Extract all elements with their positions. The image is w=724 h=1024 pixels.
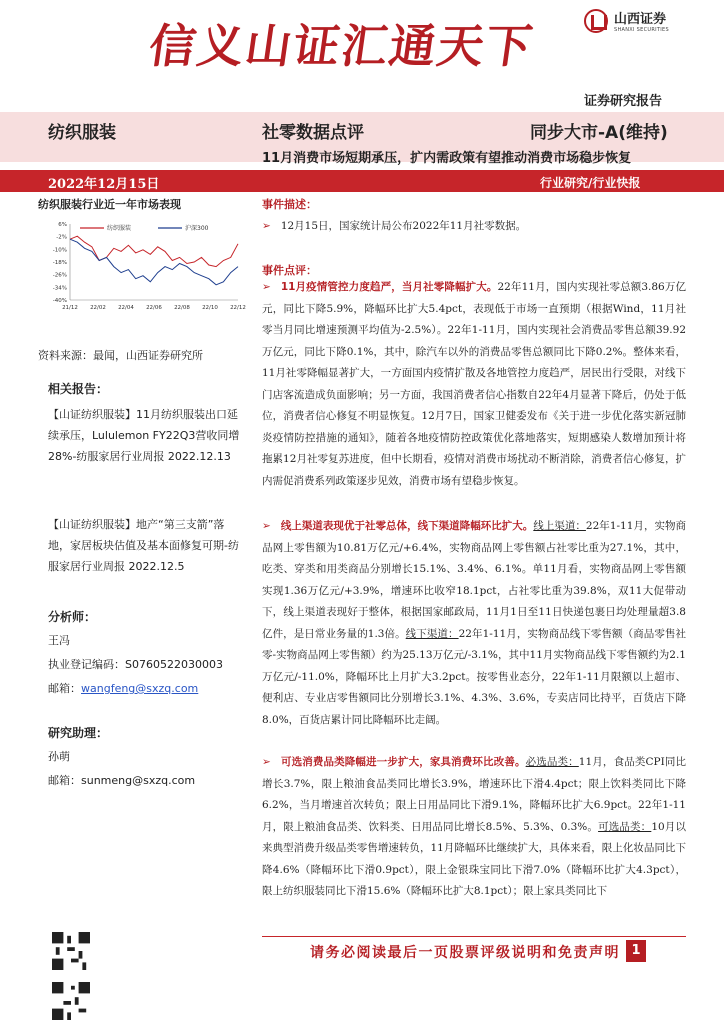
slogan: 信义山证汇通天下 [145,19,538,73]
company-name-en: SHANXI SECURITIES [614,27,669,33]
paragraph-2 [262,516,686,731]
market-performance-chart [38,214,248,314]
offline-channel-label: 线下渠道： [405,627,459,640]
y-tick-label: 6% [58,222,67,228]
arrow-icon: ➢ [262,520,271,532]
related-reports-title: 相关报告： [48,382,109,396]
analyst-title: 分析师： [48,610,97,624]
related-report-2[interactable]: 【山证纺织服装】地产“第三支箭”落地，家居板块估值及基本面修复可期-纺服家居行业周报 2022.12.5 [48,518,239,573]
analyst-email-row [48,680,198,696]
y-tick-label: -10% [52,247,67,254]
assistant-email-row [48,772,195,788]
legend-label-1: 沪深300 [185,225,209,232]
assistant-title: 研究助理： [48,726,109,740]
x-tick-label: 22/06 [146,305,162,311]
related-report-1[interactable]: 【山证纺织服装】11月纺织服装出口延续承压，Lululemon FY22Q3营收同增28%-纺服家居行业周报 2022.12.13 [48,408,240,463]
optional-goods-label: 可选品类： [598,820,652,833]
x-tick-label: 22/08 [174,305,190,311]
report-category: 行业研究/行业快报 [540,176,641,190]
company-name-cn: 山西证券 [614,12,667,27]
legend-label-0: 纺织服装 [107,225,132,232]
paragraph-3-text-2: 10月以来典型消费升级品类零售增速转负，11月降幅环比继续扩大，具体来看，限上化妆品同比下降4.6%（降幅环比下滑0.9pct），限上金银珠宝同比下滑7.0%（降幅环比扩大4.3pct），限上纺织服装同比下滑15.6%（降幅环比扩大8.1pct）；限上家具类同比下 [262,820,686,897]
headline: 11月消费市场短期承压，扩内需政策有望推动消费市场稳步恢复 [262,151,632,166]
essentials-label: 必选品类： [525,756,579,768]
chart-title: 纺织服装行业近一年市场表现 [38,198,181,211]
assistant-email-label: 邮箱： [48,774,81,787]
company-logo [584,8,669,33]
y-tick-label: -34% [52,285,67,292]
analyst-cert: 执业登记编码：S0760522030003 [48,658,223,671]
page-number: 1 [626,940,646,962]
event-desc [262,216,686,238]
y-tick-label: -2% [56,234,67,241]
y-tick-label: -18% [52,260,67,266]
disclaimer[interactable]: 请务必阅读最后一页股票评级说明和免责声明 [310,945,620,961]
series-line-1 [70,239,238,285]
chart-source: 资料来源：最闻，山西证券研究所 [38,349,203,362]
arrow-icon: ➢ [262,220,271,232]
assistant-email[interactable]: sunmeng@sxzq.com [81,774,196,787]
paragraph-3 [262,752,686,903]
paragraph-3-text-1: 11月，食品类CPI同比增长3.7%，限上粮油食品类同比增长3.9%，增速环比下滑4.4pct；限上饮料类同比下降6.2%，当月增速首次转负；限上日用品同比下滑9.1%，降幅环比扩大6.9pct。22年1-11月，限上粮油食品类、饮料类、日用品同比增长8.5%、5.3%、0.3%。 [262,756,687,833]
y-tick-label: -40% [52,298,67,304]
qr-code-icon [52,932,90,970]
analyst-name: 王冯 [48,634,70,647]
event-comment-title: 事件点评： [262,264,317,277]
footer-divider [262,936,686,937]
x-tick-label: 22/12 [230,305,246,311]
paragraph-1 [262,277,686,492]
online-channel-label: 线上渠道： [533,520,586,532]
qr-code-icon [52,982,90,1020]
company-logo-icon [584,9,608,33]
paragraph-2-lead: 线上渠道表现优于社零总体，线下渠道降幅环比扩大。 [280,520,534,532]
sector-title: 纺织服装 [48,123,116,143]
analyst-email[interactable]: wangfeng@sxzq.com [81,682,199,695]
y-tick-label: -26% [52,272,67,279]
report-type: 证券研究报告 [584,94,663,109]
series-line-0 [70,236,238,266]
review-type: 社零数据点评 [262,123,364,143]
event-desc-text: 12月15日，国家统计局公布2022年11月社零数据。 [280,220,527,232]
arrow-icon: ➢ [262,281,271,293]
arrow-icon: ➢ [262,756,271,768]
paragraph-3-lead: 可选消费品类降幅进一步扩大，家具消费环比改善。 [280,756,526,768]
x-tick-label: 22/02 [90,305,106,311]
paragraph-2-text-1: 22年1-11月，实物商品网上零售额为10.81万亿元/+6.4%，实物商品网上零售额占社零比重为27.1%，其中，吃类、穿类和用类商品分别增长15.1%、3.4%、6.1%。单11月看，实物商品网上零售额实现1.36万亿元/+3.9%，增速环比收窄18.1pct，占社零比重为39.8%，双11大促带动下，线上渠道表现好于整体，根据国家邮政局，11月1日至11日快递包裹日均处理量超3.8亿件，是日常业务量的1.3倍。 [262,520,687,640]
event-desc-title: 事件描述： [262,198,317,211]
assistant-name: 孙萌 [48,750,70,763]
paragraph-2-text-2: 22年1-11月，实物商品线下零售额（商品零售社零-实物商品网上零售额）约为25.13万亿元/-3.1%，其中11月实物商品线下零售额约为2.1万亿元/-11.0%，降幅环比上月扩大3.2pct。按零售业态分，22年1-11月限额以上超市、便利店、专业店零售额同比分别增长3.1%、4.3%、3.6%，专卖店同比持平，百货店下降8.0%，百货店累计同比降幅环比走阔。 [262,627,687,726]
x-tick-label: 22/10 [202,305,218,311]
analyst-email-label: 邮箱： [48,682,81,695]
paragraph-1-lead: 11月疫情管控力度趋严，当月社零降幅扩大。 [280,281,498,293]
x-tick-label: 21/12 [62,305,78,311]
x-tick-label: 22/04 [118,305,134,311]
paragraph-1-text: 22年11月，国内实现社零总额3.86万亿元，同比下降5.9%，降幅环比扩大5.4pct，表现低于市场一直预期（根据Wind，11月社零当月同比增速预测平均值为-2.5%）。22年1-11月，国内实现社会消费品零售总额39.92万亿元，同比下降0.1%，其中，除汽车以外的消费品零售总额同比下降0.2%。整体来看，11月社零降幅显著扩大，一方面国内疫情扩散及各地管控力度趋严，居民出行受限，对线下门店客流造成负面影响；另一方面，我国消费者信心指数自22年4月显著下降后，仍处于低位，消费者信心修复不明显恢复。12月7日，国家卫健委发布《关于进一步优化落实新冠肺炎疫情防控措施的通知》，随着各地疫情防控政策优化落地落实，短期感染人数增加预计将拖累12月社零复苏进度，但中长期看，疫情对消费市场扰动不断消除，消费者信心修复，扩内需促消费系列政策逐步见效，消费市场有望稳步恢复。 [262,281,686,487]
report-date: 2022年12月15日 [48,177,160,192]
rating: 同步大市-A(维持) [530,123,668,143]
